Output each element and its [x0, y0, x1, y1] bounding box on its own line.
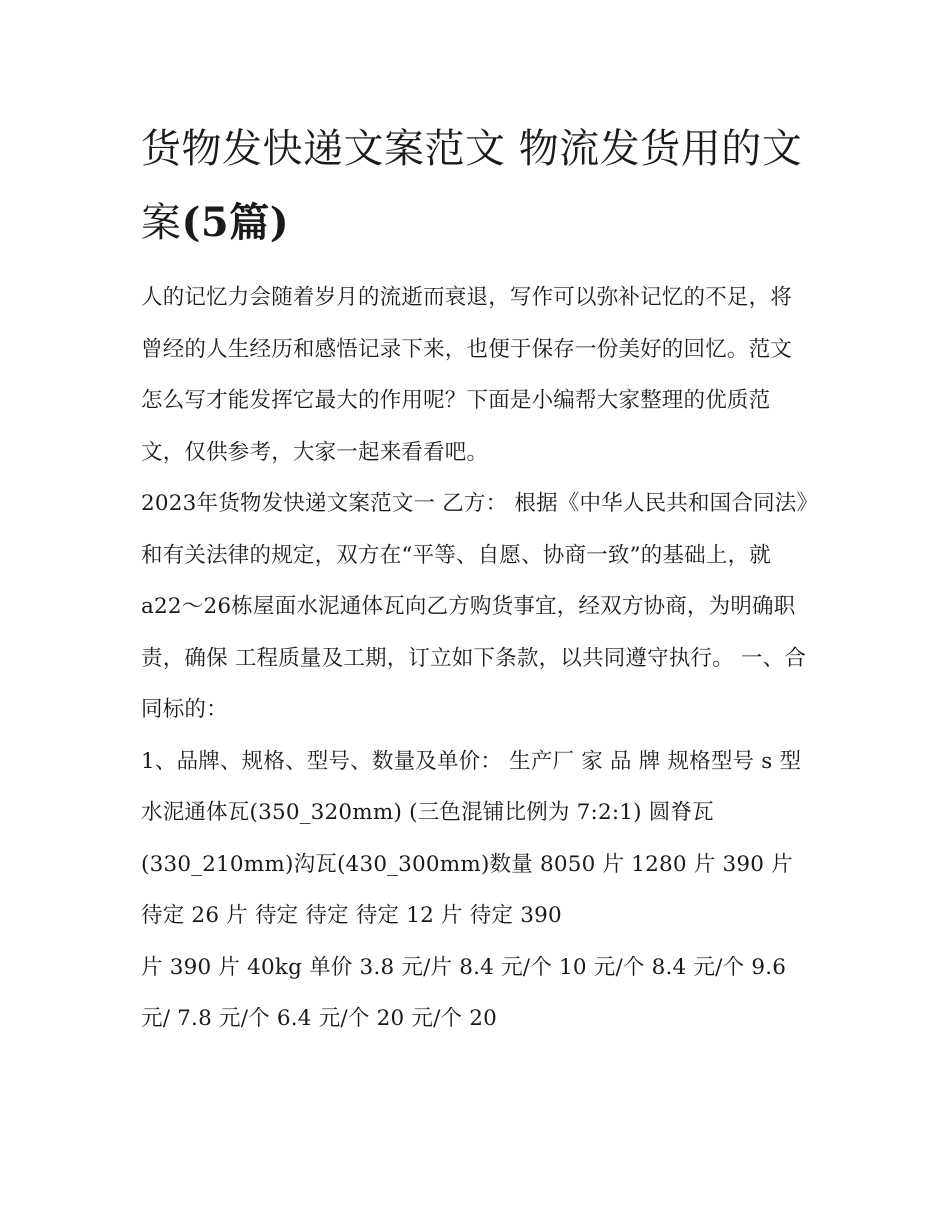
price-paragraph: 片 390 片 40kg 单价 3.8 元/片 8.4 元/个 10 元/个 8.4 元/个 9.6 元/ 7.8 元/个 6.4 元/个 20 元/个 20	[141, 954, 787, 1031]
product-spec-paragraph: 1、品牌、规格、型号、数量及单价： 生产厂 家 品 牌 规格型号 s 型水泥通体瓦(350_320mm) (三色混铺比例为 7:2:1) 圆脊瓦(330_210mm)沟瓦(430_300mm)数量 8050 片 1280 片 390 片 待定 26 片 待定 待定 待定 12 片 待定 390	[141, 748, 802, 928]
intro-paragraph: 人的记忆力会随着岁月的流逝而衰退，写作可以弥补记忆的不足，将曾经的人生经历和感悟记录下来，也便于保存一份美好的回忆。范文怎么写才能发挥它最大的作用呢？下面是小编帮大家整理的优质范文，仅供参考，大家一起来看看吧。	[141, 285, 793, 465]
document-body	[141, 112, 813, 1045]
title-count: (5篇)	[181, 199, 290, 246]
contract-preamble-paragraph: 2023年货物发快递文案范文一 乙方： 根据《中华人民共和国合同法》和有关法律的规定，双方在“平等、自愿、协商一致”的基础上，就	[141, 491, 808, 568]
document-title	[141, 112, 813, 260]
title-main: 货物发快递文案范文 物流发货用的文案	[141, 126, 803, 246]
contract-purpose-paragraph: a22～26栋屋面水泥通体瓦向乙方购货事宜，经双方协商，为明确职责，确保 工程质量及工期，订立如下条款，以共同遵守执行。 一、合同标的：	[141, 594, 807, 722]
